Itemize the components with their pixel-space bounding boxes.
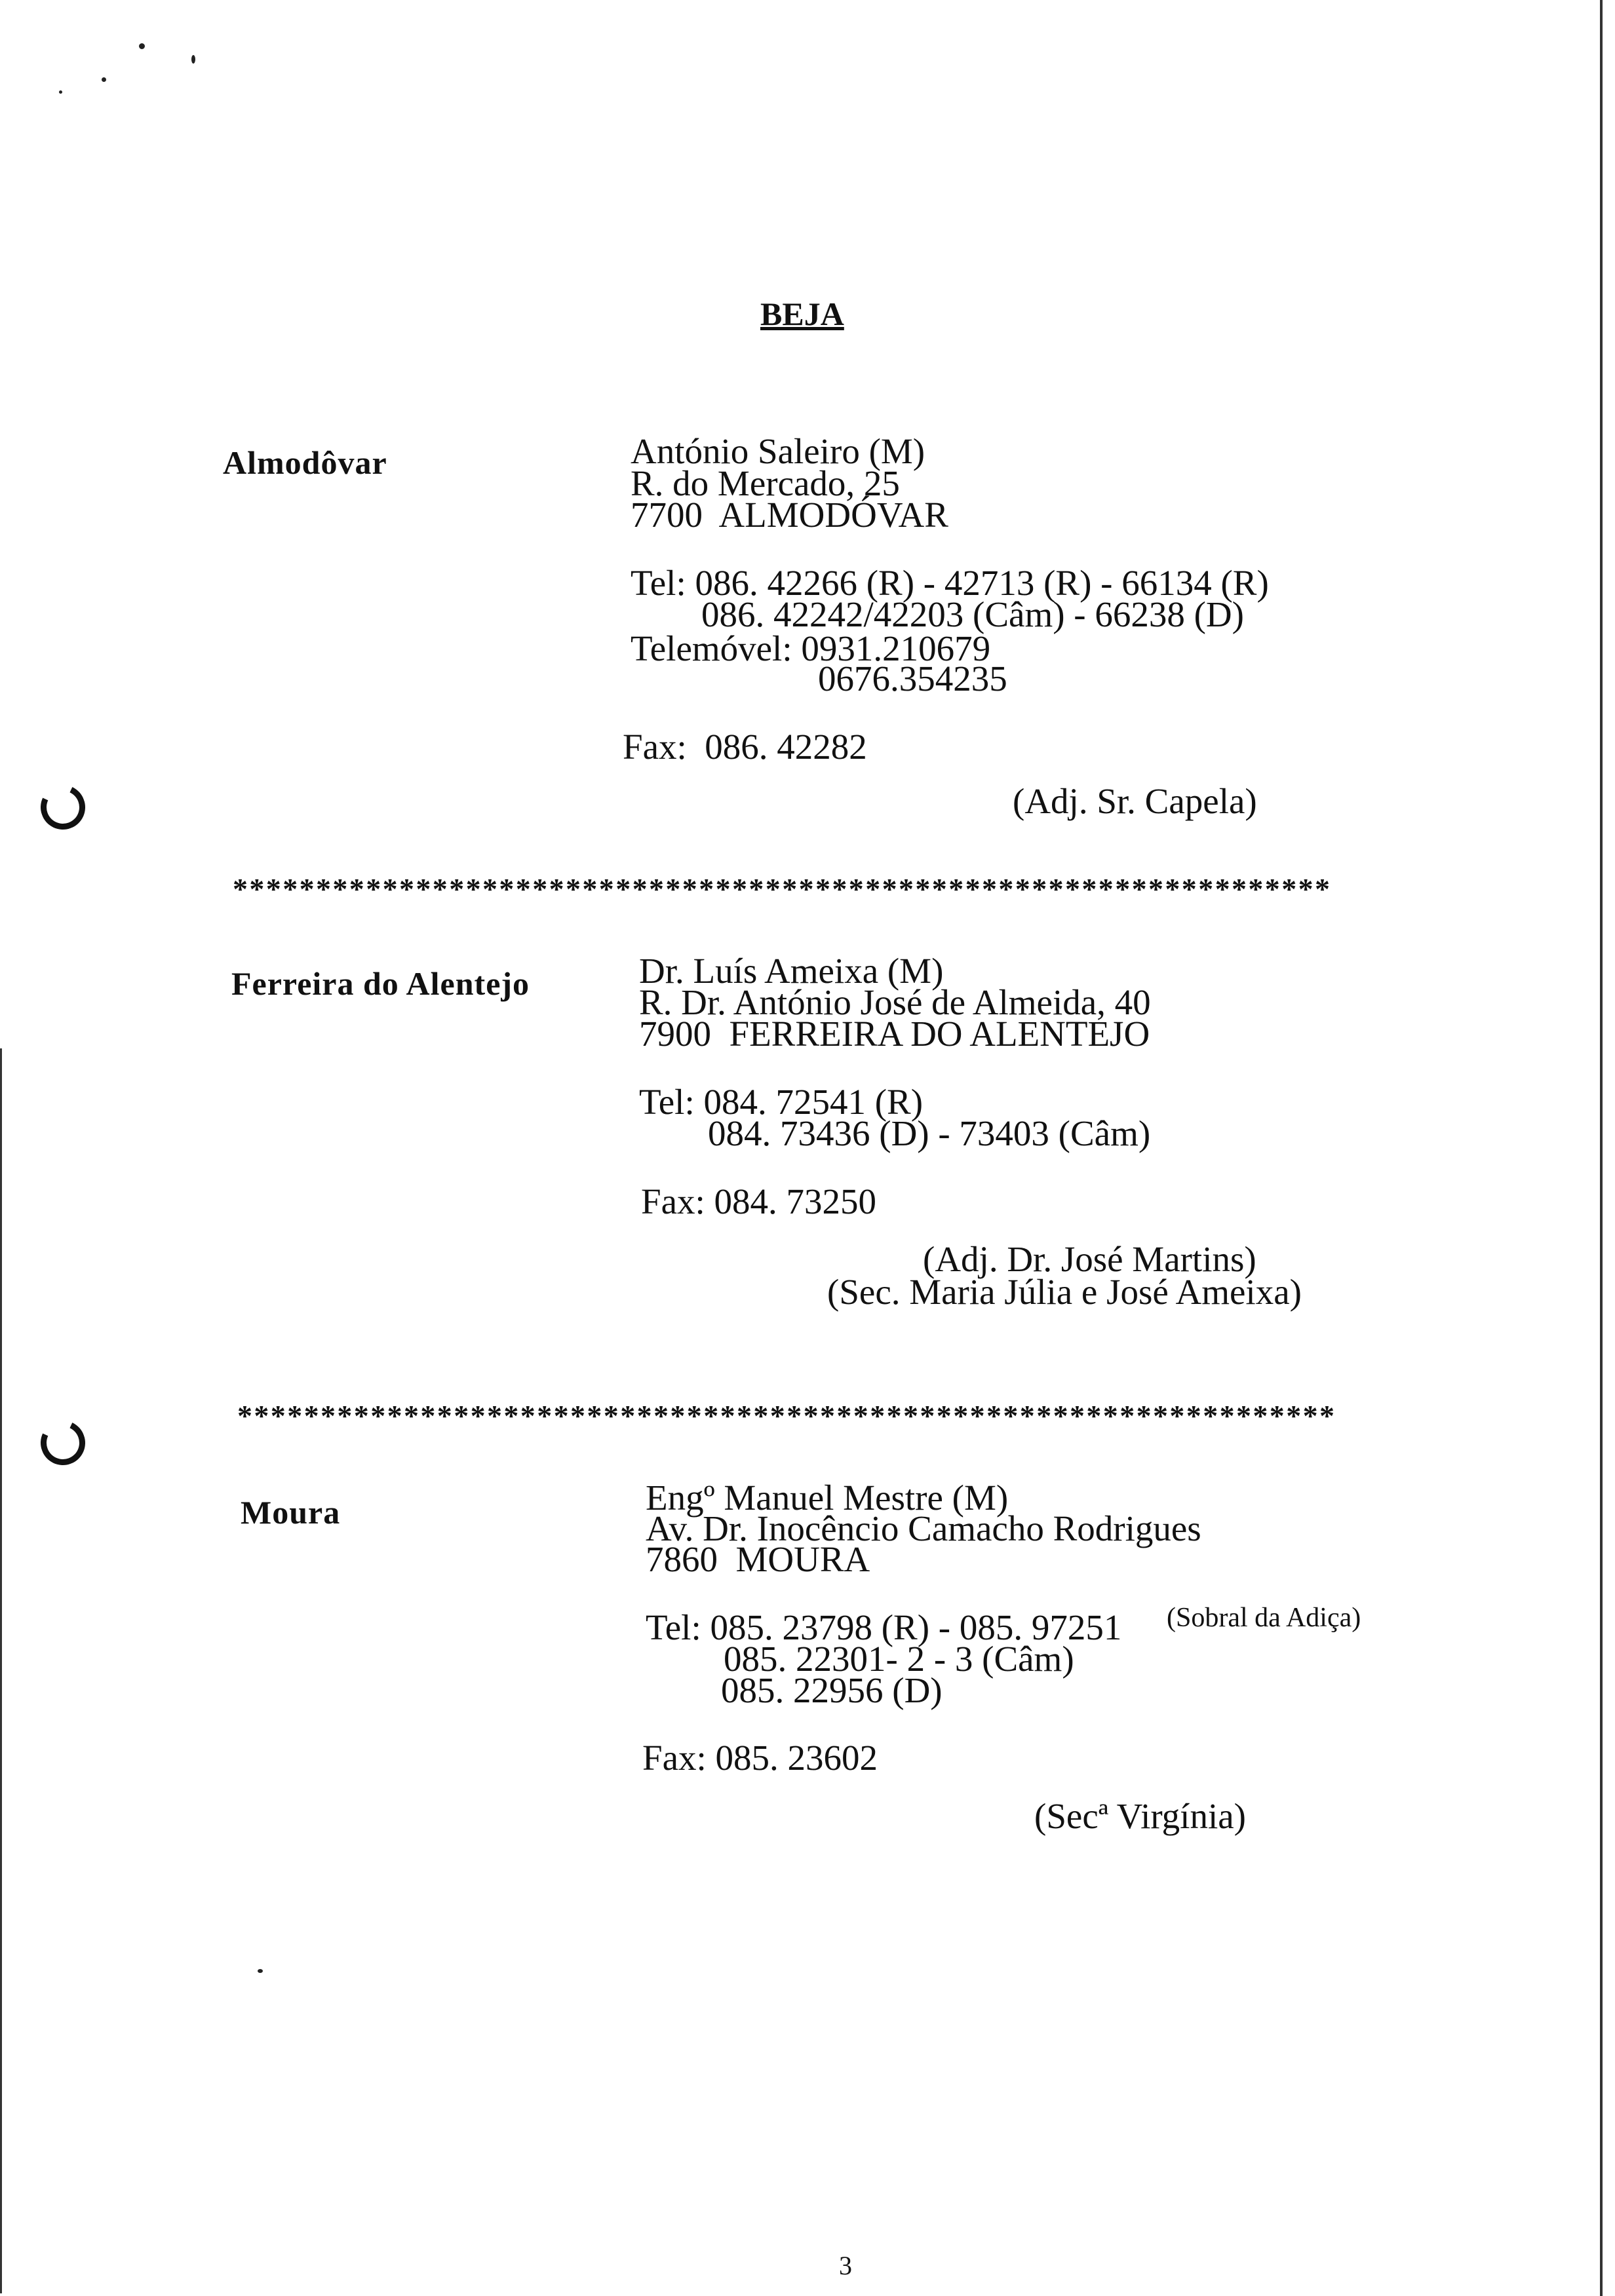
- staff-note: (Adj. Sr. Capela): [1013, 781, 1257, 821]
- telephone-location-note: (Sobral da Adiça): [1167, 1603, 1361, 1633]
- telephone-line: Tel: 086. 42266 (R) - 42713 (R) - 66134 (R): [631, 563, 1269, 603]
- scan-speck: [102, 77, 106, 82]
- staff-note: (Sec. Maria Júlia e José Ameixa): [827, 1272, 1302, 1312]
- mobile-line: Telemóvel: 0931.210679: [631, 628, 991, 668]
- page-number: 3: [839, 2251, 852, 2280]
- town-name: Ferreira do Alentejo: [231, 965, 530, 1002]
- postal-address: 7700 ALMODÓVAR: [631, 495, 948, 535]
- street-address: R. do Mercado, 25: [631, 463, 900, 503]
- scan-speck: [139, 43, 145, 49]
- scan-speck: [191, 55, 195, 64]
- page-edge-line: [1600, 0, 1603, 2296]
- postal-address: 7900 FERREIRA DO ALENTEJO: [639, 1014, 1150, 1054]
- telephone-line: Tel: 084. 72541 (R): [639, 1082, 924, 1122]
- telephone-line: 086. 42242/42203 (Câm) - 66238 (D): [701, 594, 1244, 634]
- postal-address: 7860 MOURA: [646, 1539, 870, 1579]
- street-address: Av. Dr. Inocêncio Camacho Rodrigues: [646, 1508, 1201, 1548]
- hole-punch-mark: [34, 778, 91, 835]
- mobile-line: 0676.354235: [818, 659, 1007, 698]
- town-name: Almodôvar: [223, 444, 387, 481]
- telephone-line: 085. 22301- 2 - 3 (Câm): [724, 1639, 1074, 1679]
- street-address: R. Dr. António José de Almeida, 40: [639, 982, 1151, 1022]
- staff-note: (Adj. Dr. José Martins): [923, 1239, 1256, 1279]
- telephone-line: Tel: 085. 23798 (R) - 085. 97251: [646, 1607, 1122, 1647]
- contact-name: Engº Manuel Mestre (M): [646, 1478, 1009, 1518]
- contact-name: António Saleiro (M): [631, 431, 925, 471]
- separator-line: ******************************************************************: [233, 872, 1332, 906]
- page-title: BEJA: [760, 296, 844, 332]
- hole-punch-mark: [34, 1414, 91, 1471]
- telephone-line: 085. 22956 (D): [721, 1670, 943, 1710]
- telephone-line: 084. 73436 (D) - 73403 (Câm): [708, 1113, 1151, 1153]
- separator-line: ******************************************************************: [237, 1399, 1336, 1432]
- contact-name: Dr. Luís Ameixa (M): [639, 951, 944, 991]
- fax-line: Fax: 084. 73250: [641, 1181, 877, 1221]
- fax-line: Fax: 086. 42282: [623, 727, 867, 767]
- scan-speck: [59, 90, 62, 94]
- town-name: Moura: [241, 1494, 341, 1531]
- staff-note: (Secª Virgínia): [1034, 1796, 1246, 1836]
- scan-speck: [258, 1969, 263, 1973]
- fax-line: Fax: 085. 23602: [642, 1738, 878, 1778]
- page-edge-line: [0, 1048, 2, 2293]
